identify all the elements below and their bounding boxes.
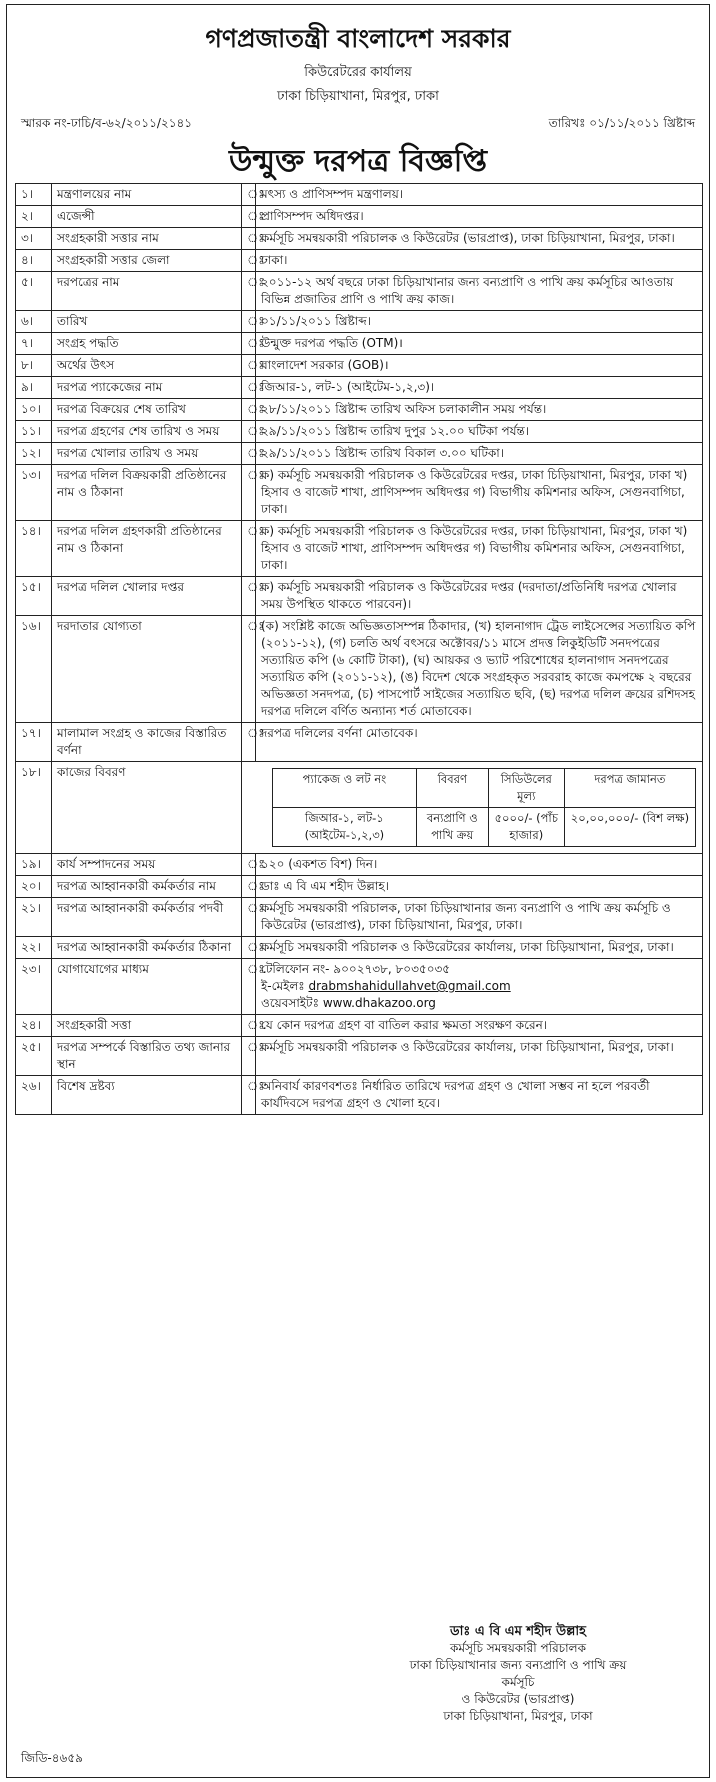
work-cell-package: জিআর-১, লট-১ (আইটেম-১,২,৩) xyxy=(273,808,417,847)
signatory-title-3: কর্মসূচি xyxy=(501,1675,535,1689)
row-label: কাজের বিবরণ xyxy=(52,762,242,854)
row-label: দরপত্র গ্রহণের শেষ তারিখ ও সময় xyxy=(52,421,242,443)
row-value: ১২০ (একশত বিশ) দিন। xyxy=(256,854,703,876)
table-row xyxy=(16,228,703,250)
row-value: ২০১১-১২ অর্থ বছরে ঢাকা চিড়িয়াখানার জন্য বন্যপ্রাণি ও পাখি ক্রয় কর্মসূচির আওতায় বিভিন্ন প্রজাতির প্রাণি ও পাখি ক্রয় কাজ। xyxy=(256,272,703,311)
row-label: তারিখ xyxy=(52,311,242,333)
row-value: ২৯/১১/২০১১ খ্রিষ্টাব্দ তারিখ বিকাল ৩.০০ ঘটিকা। xyxy=(256,443,703,465)
row-value: ০১/১১/২০১১ খ্রিষ্টাব্দ। xyxy=(256,311,703,333)
table-row xyxy=(16,465,703,521)
row-serial: ২২। xyxy=(16,937,52,959)
table-row xyxy=(16,355,703,377)
row-colon: ঃ xyxy=(242,959,256,1015)
table-row xyxy=(16,876,703,898)
row-colon: ঃ xyxy=(242,898,256,937)
work-description-section xyxy=(16,762,703,854)
row-value: ২৮/১১/২০১১ খ্রিষ্টাব্দ তারিখ অফিস চলাকালীন সময় পর্যন্ত। xyxy=(256,399,703,421)
row-value: জিআর-১, লট-১ (আইটেম-১,২,৩)। xyxy=(256,377,703,399)
row-label: দরপত্র আহ্বানকারী কর্মকর্তার ঠিকানা xyxy=(52,937,242,959)
government-title: গণপ্রজাতন্ত্রী বাংলাদেশ সরকার xyxy=(205,24,511,53)
phone-number: টেলিফোন নং- ৯০০২৭৩৮, ৮০৩৫০৩৫ xyxy=(261,962,451,976)
tender-rows-c xyxy=(16,1015,703,1115)
row-label: বিশেষ দ্রষ্টব্য xyxy=(52,1076,242,1115)
row-colon: ঃ xyxy=(242,1015,256,1037)
row-label: যোগাযোগের মাধ্যম xyxy=(52,959,242,1015)
row-value: ২৯/১১/২০১১ খ্রিষ্টাব্দ তারিখ দুপুর ১২.০০ ঘটিকা পর্যন্ত। xyxy=(256,421,703,443)
row-label: দরপত্র সম্পর্কে বিস্তারিত তথ্য জানার স্থান xyxy=(52,1037,242,1076)
work-cell-schedule-price: ৫০০০/- (পাঁচ হাজার) xyxy=(488,808,564,847)
table-row xyxy=(16,311,703,333)
row-value: যে কোন দরপত্র গ্রহণ বা বাতিল করার ক্ষমতা সংরক্ষণ করেন। xyxy=(256,1015,703,1037)
signature-block xyxy=(363,1623,673,1725)
table-row xyxy=(16,377,703,399)
row-colon: ঃ xyxy=(242,377,256,399)
table-row xyxy=(16,521,703,577)
row-serial: ৭। xyxy=(16,333,52,355)
table-row xyxy=(16,333,703,355)
row-label: দরপত্র বিক্রয়ের শেষ তারিখ xyxy=(52,399,242,421)
table-row xyxy=(16,723,703,762)
row-serial: ৬। xyxy=(16,311,52,333)
email-label: ই-মেইলঃ xyxy=(261,979,309,993)
row-colon: ঃ xyxy=(242,876,256,898)
row-value: ডাঃ এ বি এম শহীদ উল্লাহ। xyxy=(256,876,703,898)
row-label: কার্য সম্পাদনের সময় xyxy=(52,854,242,876)
work-header-description: বিবরণ xyxy=(416,769,488,808)
signatory-title-4: ও কিউরেটর (ভারপ্রাপ্ত) xyxy=(461,1692,575,1706)
row-label: দরদাতার যোগ্যতা xyxy=(52,616,242,723)
row-label: দরপত্র দলিল গ্রহণকারী প্রতিষ্ঠানের নাম ও ঠিকানা xyxy=(52,521,242,577)
row-colon: ঃ xyxy=(242,1037,256,1076)
row-colon: ঃ xyxy=(242,272,256,311)
row-label: দরপত্রের নাম xyxy=(52,272,242,311)
work-cell-security: ২০,০০,০০০/- (বিশ লক্ষ) xyxy=(564,808,695,847)
row-value: ক) কর্মসূচি সমন্বয়কারী পরিচালক ও কিউরেটরের দপ্তর, ঢাকা চিড়িয়াখানা, মিরপুর, ঢাকা খ) হিসাব ও বাজেট শাখা, প্রাণিসম্পদ অধিদপ্তর গ) বিভাগীয় কমিশনার অফিস, সেগুনবাগিচা, ঢাকা। xyxy=(256,521,703,577)
notice-date: তারিখঃ ০১/১১/২০১১ খ্রিষ্টাব্দ xyxy=(548,116,695,130)
row-colon: ঃ xyxy=(242,723,256,762)
table-row xyxy=(16,250,703,272)
table-row xyxy=(16,762,703,854)
table-row xyxy=(16,399,703,421)
table-row xyxy=(16,443,703,465)
row-colon: ঃ xyxy=(242,333,256,355)
row-colon: ঃ xyxy=(242,311,256,333)
table-row xyxy=(16,1037,703,1076)
tender-rows-b xyxy=(16,854,703,959)
table-row xyxy=(16,959,703,1015)
gd-code: জিডি-৪৬৫৯ xyxy=(21,1751,83,1765)
work-header-schedule-price: সিডিউলের মূল্য xyxy=(488,769,564,808)
row-colon: ঃ xyxy=(242,206,256,228)
office-name: কিউরেটরের কার্যালয় xyxy=(304,65,412,80)
row-colon: ঃ xyxy=(242,443,256,465)
row-value: ঢাকা। xyxy=(256,250,703,272)
row-serial: ৩। xyxy=(16,228,52,250)
row-colon: ঃ xyxy=(242,521,256,577)
table-row xyxy=(16,616,703,723)
work-details-table xyxy=(272,768,696,847)
table-row xyxy=(16,184,703,206)
row-label: দরপত্র প্যাকেজের নাম xyxy=(52,377,242,399)
signatory-address: ঢাকা চিড়িয়াখানা, মিরপুর, ঢাকা xyxy=(443,1709,593,1723)
signatory-title-1: কর্মসূচি সমন্বয়কারী পরিচালক xyxy=(450,1641,586,1655)
row-colon: ঃ xyxy=(242,399,256,421)
tender-rows-a xyxy=(16,184,703,762)
row-serial: ১৬। xyxy=(16,616,52,723)
row-colon: ঃ xyxy=(242,465,256,521)
row-serial: ১। xyxy=(16,184,52,206)
row-serial: ৮। xyxy=(16,355,52,377)
row-colon: ঃ xyxy=(242,228,256,250)
row-label: অর্থের উৎস xyxy=(52,355,242,377)
row-value: মৎস্য ও প্রাণিসম্পদ মন্ত্রণালয়। xyxy=(256,184,703,206)
row-colon: ঃ xyxy=(242,355,256,377)
row-value: প্রাণিসম্পদ অধিদপ্তর। xyxy=(256,206,703,228)
row-serial: ১৮। xyxy=(16,762,52,854)
row-value: দরপত্র দলিলের বর্ণনা মোতাবেক। xyxy=(256,723,703,762)
row-colon: ঃ xyxy=(242,250,256,272)
row-value: ক) কর্মসূচি সমন্বয়কারী পরিচালক ও কিউরেটরের দপ্তর (দরদাতা/প্রতিনিধি দরপত্র খোলার সময় উপস্থিত থাকতে পারবেন)। xyxy=(256,577,703,616)
row-serial: ৫। xyxy=(16,272,52,311)
row-value: (ক) সংশ্লিষ্ট কাজে অভিজ্ঞতাসম্পন্ন ঠিকাদার, (খ) হালনাগাদ ট্রেড লাইসেন্সের সত্যায়িত কপি (২০১১-১২), (গ) চলতি অর্থ বৎসরে অক্টোবর/১১ মাসে প্রদত্ত লিকুইডিটি সনদপত্রের সত্যায়িত কপি (৬ কোটি টাকা), (ঘ) আয়কর ও ভ্যাট পরিশোধের হালনাগাদ সনদপত্রের সত্যায়িত কপি (২০১১-১২), (ঙ) বিদেশ থেকে সংগ্রহকৃত সরবরাহ কাজে কমপক্ষে ২ বছরের অভিজ্ঞতা সনদপত্র, (চ) পাসপোর্ট সাইজের সত্যায়িত ছবি, (ছ) দরপত্র দলিল ক্রয়ের রশিদসহ দরপত্র দলিলে বর্ণিত অন্যান্য শর্ত মোতাবেক। xyxy=(256,616,703,723)
contact-section xyxy=(16,959,703,1015)
office-address: ঢাকা চিড়িয়াখানা, মিরপুর, ঢাকা xyxy=(277,89,439,104)
row-serial: ১৭। xyxy=(16,723,52,762)
email-link[interactable]: drabmshahidullahvet@gmail.com xyxy=(308,979,511,993)
row-label: দরপত্র আহ্বানকারী কর্মকর্তার নাম xyxy=(52,876,242,898)
notice-page xyxy=(6,4,710,1778)
row-label: সংগ্রহকারী সত্তার নাম xyxy=(52,228,242,250)
row-serial: ১৪। xyxy=(16,521,52,577)
row-value: উন্মুক্ত দরপত্র পদ্ধতি (OTM)। xyxy=(256,333,703,355)
website-label: ওয়েবসাইটঃ xyxy=(261,996,323,1010)
row-label: মন্ত্রণালয়ের নাম xyxy=(52,184,242,206)
row-colon: ঃ xyxy=(242,421,256,443)
row-label: মালামাল সংগ্রহ ও কাজের বিস্তারিত বর্ণনা xyxy=(52,723,242,762)
contact-value xyxy=(256,959,703,1015)
table-row xyxy=(16,854,703,876)
work-header-package: প্যাকেজ ও লট নং xyxy=(273,769,417,808)
notice-title: উন্মুক্ত দরপত্র বিজ্ঞপ্তি xyxy=(228,144,487,179)
table-row xyxy=(16,937,703,959)
row-serial: ২। xyxy=(16,206,52,228)
table-row xyxy=(16,577,703,616)
row-serial: ১০। xyxy=(16,399,52,421)
row-colon: ঃ xyxy=(242,616,256,723)
row-value: ক) কর্মসূচি সমন্বয়কারী পরিচালক ও কিউরেটরের দপ্তর, ঢাকা চিড়িয়াখানা, মিরপুর, ঢাকা খ) হিসাব ও বাজেট শাখা, প্রাণিসম্পদ অধিদপ্তর গ) বিভাগীয় কমিশনার অফিস, সেগুনবাগিচা, ঢাকা। xyxy=(256,465,703,521)
website-link[interactable]: www.dhakazoo.org xyxy=(322,996,436,1010)
row-label: দরপত্র আহ্বানকারী কর্মকর্তার পদবী xyxy=(52,898,242,937)
table-row xyxy=(16,898,703,937)
row-serial: ১৯। xyxy=(16,854,52,876)
row-value: কর্মসূচি সমন্বয়কারী পরিচালক ও কিউরেটর (ভারপ্রাপ্ত), ঢাকা চিড়িয়াখানা, মিরপুর, ঢাকা। xyxy=(256,228,703,250)
work-cell-description: বন্যপ্রাণি ও পাখি ক্রয় xyxy=(416,808,488,847)
row-value: বাংলাদেশ সরকার (GOB)। xyxy=(256,355,703,377)
row-label: সংগ্রহকারী সত্তার জেলা xyxy=(52,250,242,272)
row-serial: ২৫। xyxy=(16,1037,52,1076)
row-label: দরপত্র দলিল খোলার দপ্তর xyxy=(52,577,242,616)
row-label: সংগ্রহ পদ্ধতি xyxy=(52,333,242,355)
row-serial: ১৫। xyxy=(16,577,52,616)
row-colon: ঃ xyxy=(242,1076,256,1115)
row-colon: ঃ xyxy=(242,577,256,616)
row-value: কর্মসূচি সমন্বয়কারী পরিচালক ও কিউরেটরের কার্যালয়, ঢাকা চিড়িয়াখানা, মিরপুর, ঢাকা। xyxy=(256,1037,703,1076)
row-value: কর্মসূচি সমন্বয়কারী পরিচালক, ঢাকা চিড়িয়াখানার জন্য বন্যপ্রাণি ও পাখি ক্রয় কর্মসূচি ও কিউরেটর (ভারপ্রাপ্ত), ঢাকা চিড়িয়াখানা, মিরপুর, ঢাকা। xyxy=(256,898,703,937)
memo-number: স্মারক নং-ঢাচি/ব-৬২/২০১১/২১৪১ xyxy=(21,116,193,130)
row-label: এজেন্সী xyxy=(52,206,242,228)
signatory-name: ডাঃ এ বি এম শহীদ উল্লাহ xyxy=(450,1624,586,1639)
table-row xyxy=(16,206,703,228)
row-serial: ১২। xyxy=(16,443,52,465)
work-header-security: দরপত্র জামানত xyxy=(564,769,695,808)
row-label: দরপত্র দলিল বিক্রয়কারী প্রতিষ্ঠানের নাম ও ঠিকানা xyxy=(52,465,242,521)
row-serial: ২৩। xyxy=(16,959,52,1015)
table-row xyxy=(16,1076,703,1115)
row-colon: ঃ xyxy=(242,184,256,206)
table-row xyxy=(16,421,703,443)
row-value: অনিবার্য কারণবশতঃ নির্ধারিত তারিখে দরপত্র গ্রহণ ও খোলা সম্ভব না হলে পরবর্তী কার্যদিবসে দরপত্র গ্রহণ ও খোলা হবে। xyxy=(256,1076,703,1115)
row-serial: ১৩। xyxy=(16,465,52,521)
row-serial: ৯। xyxy=(16,377,52,399)
row-label: সংগ্রহকারী সত্তা xyxy=(52,1015,242,1037)
tender-table xyxy=(15,183,703,1115)
row-serial: ২৪। xyxy=(16,1015,52,1037)
row-colon: ঃ xyxy=(242,937,256,959)
row-serial: ৪। xyxy=(16,250,52,272)
row-label: দরপত্র খোলার তারিখ ও সময় xyxy=(52,443,242,465)
signatory-title-2: ঢাকা চিড়িয়াখানার জন্য বন্যপ্রাণি ও পাখি ক্রয় xyxy=(409,1658,627,1672)
row-serial: ২৬। xyxy=(16,1076,52,1115)
row-serial: ২০। xyxy=(16,876,52,898)
table-row xyxy=(16,272,703,311)
row-value: কর্মসূচি সমন্বয়কারী পরিচালক ও কিউরেটরের কার্যালয়, ঢাকা চিড়িয়াখানা, মিরপুর, ঢাকা। xyxy=(256,937,703,959)
row-serial: ১১। xyxy=(16,421,52,443)
row-colon: ঃ xyxy=(242,854,256,876)
row-serial: ২১। xyxy=(16,898,52,937)
table-row xyxy=(16,1015,703,1037)
